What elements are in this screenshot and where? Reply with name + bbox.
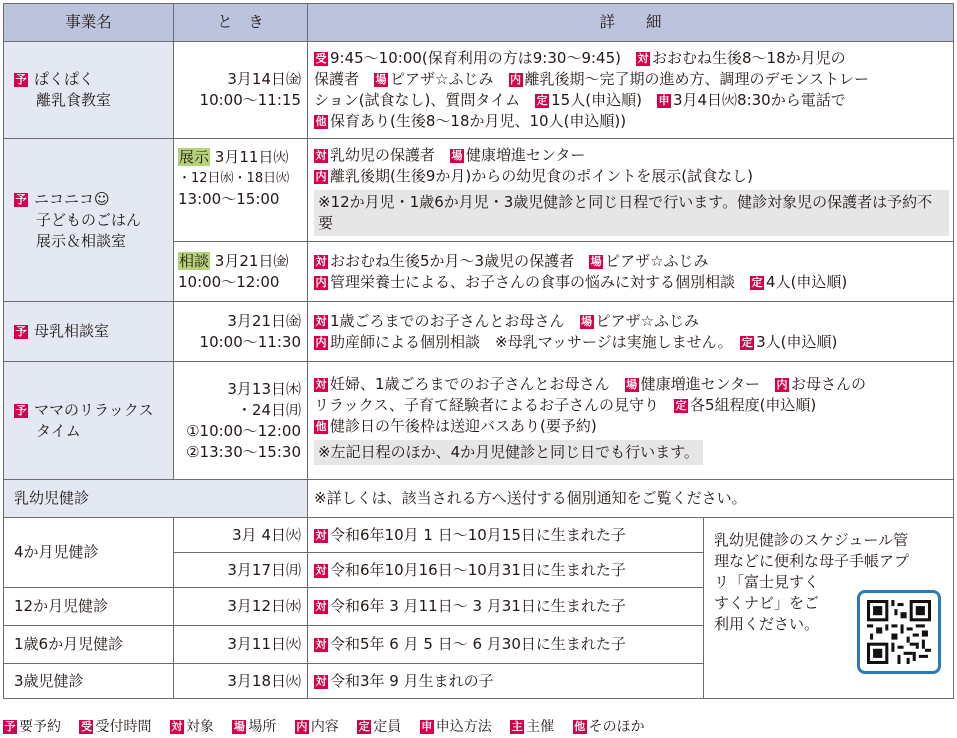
legend-item [573, 719, 645, 735]
detail-text: お母さんの [790, 375, 866, 393]
target-tag: 対 [315, 378, 327, 391]
legend-item [232, 719, 276, 735]
legend-label: 主催 [526, 719, 555, 735]
target-tag: 対 [315, 528, 327, 542]
schedule-table-wrapper [3, 3, 953, 699]
legend-tag: 予 [4, 720, 16, 733]
event-name-line: 母乳相談室 [34, 322, 110, 340]
legend-label: 対象 [185, 719, 214, 735]
detail-text: ピアザ☆ふじみ [595, 311, 700, 330]
legend-tag: 定 [358, 720, 370, 733]
event-name-line: ぱくぱく [34, 70, 95, 88]
detail-text: 各5組程度(申込順) [690, 396, 817, 414]
target-tag: 対 [315, 314, 327, 328]
checkup-target [308, 518, 704, 553]
row-kenshin [4, 480, 954, 518]
reception-tag: 受 [315, 52, 327, 65]
legend-label: 受付時間 [95, 719, 152, 735]
event-time-bonyu [174, 302, 308, 362]
checkup-target [308, 664, 704, 699]
checkup-date: 3月 4日㈫ [174, 518, 308, 553]
checkup-target [308, 626, 704, 664]
checkup-name-4m: 4か月児健診 [4, 518, 174, 588]
event-detail-pakupaku [308, 42, 954, 139]
legend-tag: 場 [233, 720, 245, 733]
legend [3, 716, 659, 736]
detail-text: 健診日の午後枠は送迎バスあり(要予約) [330, 417, 597, 435]
time-line: 3月14日㈮ [227, 70, 301, 88]
app-promo [704, 518, 954, 699]
checkup-target [308, 553, 704, 588]
legend-label: 定員 [373, 719, 402, 735]
detail-text: 令和6年10月 1 日～10月15日に生まれた子 [330, 525, 626, 544]
detail-text: 管理栄養士による、お子さんの食事の悩みに対する個別相談 [330, 272, 736, 291]
capacity-tag: 定 [741, 335, 753, 349]
target-tag: 対 [315, 600, 327, 613]
capacity-tag: 定 [751, 275, 763, 289]
app-promo-text: すくナビ」をご [714, 594, 820, 612]
detail-text: 乳幼児の保護者 [330, 146, 436, 164]
legend-tag: 対 [171, 720, 183, 733]
content-tag: 内 [315, 275, 327, 289]
detail-text: リラックス、子育て経験者によるお子さんの見守り [314, 396, 660, 414]
event-name-line: 展示＆相談室 [36, 231, 127, 250]
legend-tag: 主 [511, 720, 523, 733]
app-promo-text: リ「富士見すく [714, 573, 820, 591]
detail-text: 9:45～10:00(保育利用の方は9:30～9:45) [330, 49, 621, 67]
legend-item [295, 719, 339, 735]
event-name-line: 離乳食教室 [36, 91, 112, 109]
time-line: ①10:00～12:00 [186, 421, 301, 440]
time-line: 10:00～11:15 [199, 91, 301, 109]
exhibit-label: 展示 [179, 148, 210, 166]
header-row [4, 4, 954, 42]
legend-tag: 他 [574, 720, 586, 733]
event-name-line: ママのリラックス [34, 400, 154, 419]
legend-item [3, 719, 61, 735]
time-line: 3月11日㈫ [210, 148, 289, 166]
place-tag: 場 [590, 254, 602, 268]
checkup-target [308, 588, 704, 626]
apply-tag: 申 [658, 94, 670, 107]
time-line: ・24日㈪ [236, 400, 301, 419]
detail-text: ション(試食なし)、質問タイム [314, 91, 521, 109]
detail-text: 3月4日㈫8:30から電話で [672, 91, 846, 109]
row-bonyu [4, 302, 954, 362]
event-name-bonyu [4, 302, 174, 362]
target-tag: 対 [315, 149, 327, 162]
checkup-date: 3月12日㈬ [174, 588, 308, 626]
app-promo-text: 乳幼児健診のスケジュール管 [714, 531, 909, 549]
event-name-line: 子どものごはん [36, 210, 142, 229]
detail-text: 妊婦、1歳ごろまでのお子さんとお母さん [330, 375, 610, 393]
event-detail-mama [308, 362, 954, 480]
reserve-mark: 予 [15, 325, 27, 338]
legend-item [79, 719, 151, 735]
legend-label: 場所 [248, 719, 277, 735]
detail-text: 令和6年10月16日～10月31日に生まれた子 [330, 560, 626, 579]
qr-code[interactable] [857, 590, 941, 674]
content-tag: 内 [315, 335, 327, 349]
time-line: ②13:30～15:30 [186, 442, 301, 461]
content-tag: 内 [510, 73, 521, 86]
detail-text: 令和6年 3 月11日～ 3 月31日に生まれた子 [330, 597, 626, 615]
schedule-table [3, 3, 954, 699]
detail-text: 保育あり(生後8～18か月児、10人(申込順)) [330, 112, 627, 130]
detail-text: 3人(申込順) [756, 332, 838, 351]
checkup-date: 3月17日㈪ [174, 553, 308, 588]
checkup-date: 3月18日㈫ [174, 664, 308, 699]
time-line: 10:00～12:00 [178, 272, 280, 291]
target-tag: 対 [315, 638, 327, 651]
detail-text: 離乳後期～完了期の進め方、調理のデモンストレー [524, 70, 870, 88]
event-detail-soudan [308, 242, 954, 302]
checkup-name-1y6m: 1歳6か月児健診 [4, 626, 174, 664]
time-line: 3月21日㈮ [210, 251, 289, 270]
app-promo-text: 利用ください。 [714, 615, 820, 633]
event-detail-bonyu [308, 302, 954, 362]
event-time-soudan [174, 242, 308, 302]
checkup-name-3y: 3歳児健診 [4, 664, 174, 699]
header-name: 事業名 [4, 4, 174, 42]
capacity-tag: 定 [536, 94, 548, 107]
detail-text: 4人(申込順) [766, 272, 848, 291]
header-detail: 詳 細 [308, 4, 954, 42]
target-tag: 対 [315, 254, 327, 268]
legend-tag: 内 [296, 720, 308, 733]
time-line: 3月13日㈭ [227, 379, 301, 398]
detail-text: おおむね生後8～18か月児の [652, 49, 846, 67]
legend-label: 申込方法 [435, 719, 492, 735]
row-nikoniko-tenji [4, 139, 954, 242]
reserve-mark: 予 [15, 403, 27, 417]
detail-text: 令和5年 6 月 5 日～ 6 月30日に生まれた子 [330, 635, 626, 653]
target-tag: 対 [637, 52, 649, 65]
detail-text: おおむね生後5か月～3歳児の保護者 [330, 251, 575, 270]
other-tag: 他 [315, 115, 327, 128]
detail-text: 保護者 [314, 70, 360, 88]
other-tag: 他 [315, 420, 327, 433]
content-tag: 内 [776, 378, 788, 391]
event-detail-tenji [308, 139, 954, 242]
event-name-mama [4, 362, 174, 480]
detail-text: 健康増進センター [466, 146, 586, 164]
legend-item [357, 719, 401, 735]
note-box: ※12か月児・1歳6か月児・3歳児健診と同じ日程で行います。健診対象児の保護者は予約不要 [314, 190, 949, 236]
detail-text: 離乳後期(生後9か月)からの幼児食のポイントを展示(試食なし) [330, 167, 753, 185]
row-4m-a [4, 518, 954, 553]
checkup-note: ※詳しくは、該当される方へ送付する個別通知をご覧ください。 [308, 480, 954, 518]
detail-text: 令和3年 9 月生まれの子 [330, 671, 494, 690]
content-tag: 内 [315, 170, 327, 183]
detail-text: 助産師による個別相談 ※母乳マッサージは実施しません。 [330, 332, 726, 351]
app-promo-text: 理などに便利な母子手帳アプ [714, 552, 910, 570]
detail-text: 1歳ごろまでのお子さんとお母さん [330, 311, 565, 330]
place-tag: 場 [626, 378, 638, 391]
place-tag: 場 [451, 149, 463, 162]
header-time: と き [174, 4, 308, 42]
event-name-pakupaku [4, 42, 174, 139]
legend-label: そのほか [588, 719, 645, 735]
consult-label: 相談 [179, 251, 210, 270]
time-line: 10:00～11:30 [199, 332, 301, 351]
legend-tag: 申 [421, 720, 433, 733]
reserve-mark: 予 [15, 73, 27, 86]
detail-text: 健康増進センター [640, 375, 760, 393]
note-box: ※左記日程のほか、4か月児健診と同じ日でも行います。 [314, 440, 703, 465]
time-line: 13:00～15:00 [178, 190, 280, 208]
checkup-title: 乳幼児健診 [4, 480, 308, 518]
capacity-tag: 定 [675, 399, 687, 412]
event-name-line: タイム [36, 421, 81, 440]
event-name-line: ニコニコ☺ [34, 189, 110, 208]
legend-label: 内容 [310, 719, 339, 735]
checkup-name-12m: 12か月児健診 [4, 588, 174, 626]
legend-tag: 受 [80, 720, 92, 733]
event-time-tenji [174, 139, 308, 242]
event-name-nikoniko [4, 139, 174, 302]
time-line: ・12日㈬・18日㈫ [178, 171, 290, 186]
row-mama [4, 362, 954, 480]
reserve-mark: 予 [15, 192, 27, 206]
checkup-date: 3月11日㈫ [174, 626, 308, 664]
legend-item [510, 719, 554, 735]
event-time-mama [174, 362, 308, 480]
target-tag: 対 [315, 674, 327, 688]
place-tag: 場 [375, 73, 387, 86]
event-time-pakupaku [174, 42, 308, 139]
time-line: 3月21日㈮ [227, 311, 301, 330]
detail-text: ピアザ☆ふじみ [605, 251, 709, 270]
detail-text: ピアザ☆ふじみ [390, 70, 494, 88]
detail-text: 15人(申込順) [551, 91, 642, 109]
legend-label: 要予約 [19, 719, 61, 735]
target-tag: 対 [315, 563, 327, 577]
qr-code-icon [867, 600, 931, 664]
place-tag: 場 [581, 314, 593, 328]
legend-item [170, 719, 214, 735]
row-pakupaku [4, 42, 954, 139]
legend-item [420, 719, 492, 735]
